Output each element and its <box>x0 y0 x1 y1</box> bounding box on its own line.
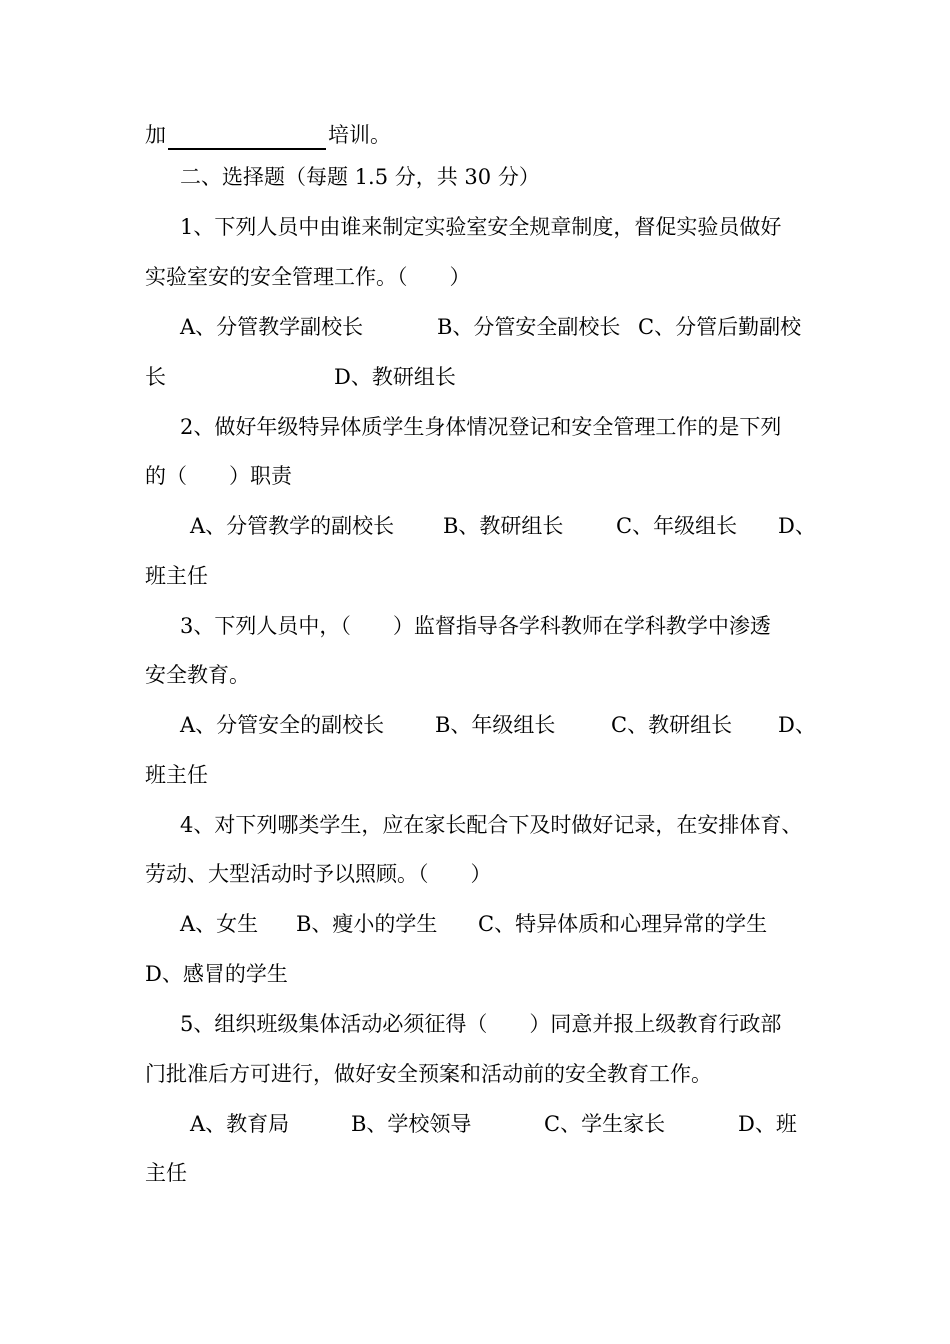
question-5-option-c: C、学生家长 <box>544 1112 666 1136</box>
question-4-option-d: D、感冒的学生 <box>145 962 288 986</box>
question-3-option-d: D、 <box>778 713 816 737</box>
question-4-stem-line1: 4、对下列哪类学生，应在家长配合下及时做好记录，在安排体育、 <box>180 813 803 837</box>
question-2-option-b: B、教研组长 <box>443 514 564 538</box>
question-2-option-d: D、 <box>778 514 816 538</box>
question-4-option-a: A、女生 <box>180 912 259 936</box>
question-2-stem-line1: 2、做好年级特异体质学生身体情况登记和安全管理工作的是下列 <box>180 415 782 439</box>
question-1-option-d: D、教研组长 <box>334 365 456 389</box>
question-2-option-c: C、年级组长 <box>616 514 738 538</box>
question-1-stem-line2: 实验室安的安全管理工作。（ ） <box>145 265 471 289</box>
question-1-option-a: A、分管教学副校长 <box>180 315 364 339</box>
question-1-option-b: B、分管安全副校长 <box>437 315 621 339</box>
intro-line <box>145 120 391 150</box>
question-5-option-a: A、教育局 <box>190 1112 290 1136</box>
question-3-stem-line1: 3、下列人员中，（ ）监督指导各学科教师在学科教学中渗透 <box>180 614 771 638</box>
question-3-stem-line2: 安全教育。 <box>145 663 250 687</box>
question-3-option-b: B、年级组长 <box>435 713 556 737</box>
intro-prefix: 加 <box>145 123 166 147</box>
question-3-option-d-cont: 班主任 <box>145 763 208 787</box>
question-5-stem-line1: 5、组织班级集体活动必须征得（ ）同意并报上级教育行政部 <box>180 1012 782 1036</box>
question-4-option-b: B、瘦小的学生 <box>296 912 438 936</box>
question-4-option-c: C、特异体质和心理异常的学生 <box>478 912 768 936</box>
question-5-option-d: D、班 <box>738 1112 797 1136</box>
question-5-stem-line2: 门批准后方可进行，做好安全预案和活动前的安全教育工作。 <box>145 1062 712 1086</box>
question-2-option-a: A、分管教学的副校长 <box>190 514 395 538</box>
intro-suffix: 培训。 <box>328 123 391 147</box>
question-1-stem-line1: 1、下列人员中由谁来制定实验室安全规章制度，督促实验员做好 <box>180 215 782 239</box>
question-1-option-c-cont: 长 <box>145 365 166 389</box>
question-1-option-c: C、分管后勤副校 <box>638 315 802 339</box>
question-5-option-b: B、学校领导 <box>351 1112 472 1136</box>
question-2-option-d-cont: 班主任 <box>145 564 208 588</box>
section-title: 二、选择题（每题 1.5 分，共 30 分） <box>180 165 540 189</box>
question-4-stem-line2: 劳动、大型活动时予以照顾。（ ） <box>145 862 492 886</box>
question-2-stem-line2: 的（ ）职责 <box>145 464 292 488</box>
question-3-option-c: C、教研组长 <box>611 713 733 737</box>
fill-in-blank <box>168 126 326 150</box>
question-3-option-a: A、分管安全的副校长 <box>180 713 385 737</box>
question-5-option-d-cont: 主任 <box>145 1161 187 1185</box>
